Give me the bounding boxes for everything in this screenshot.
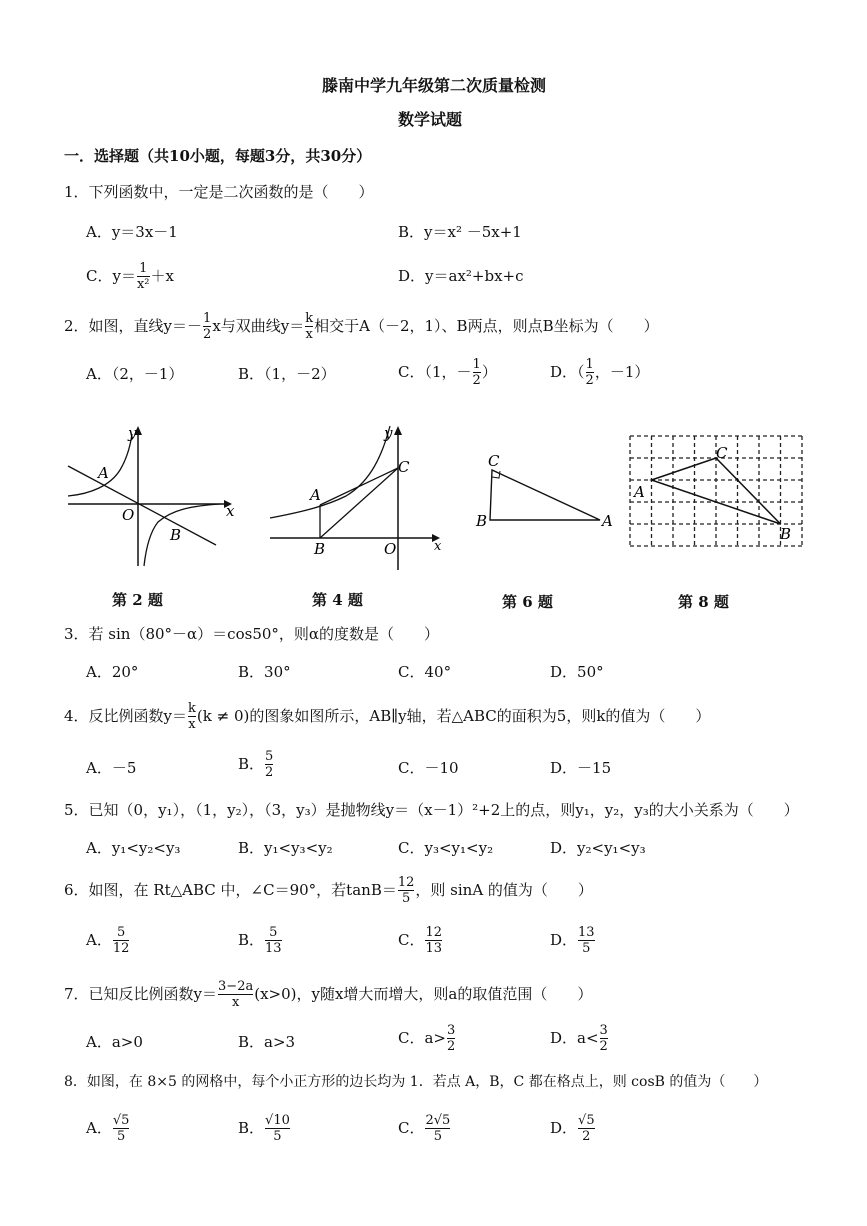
figure-6-caption: 第 6 题 [502,593,553,611]
q4-stem: 4．反比例函数y＝ $\frac{k}{x}$ (k ≠ 0)的图象如图所示，AB∥y轴，若△ABC的面积为5，则k的值为（ ） [64,701,711,732]
q8-option-a: A． $\frac{√5}{5}$ [86,1113,130,1144]
page-title: 滕南中学九年级第二次质量检测 [322,76,547,95]
q4-fraction-kx: $\frac{k}{x}$ [188,701,196,732]
q5-option-a: A．y₁<y₂<y₃ [86,839,181,857]
q8-b-fraction: $\frac{√10}{5}$ [265,1113,290,1144]
q2-stem: 2．如图，直线y＝－ $\frac{1}{2}$ x与双曲线y＝ $\frac{k}{x}$ 相交于A（－2，1）、B两点，则点B坐标为（ ） [64,311,659,342]
q6-option-d: D． $\frac{13}{5}$ [550,925,595,956]
q4-option-a: A．－5 [86,759,137,777]
q6-b-fraction: $\frac{5}{13}$ [265,925,282,956]
q6-stem: 6．如图，在 Rt△ABC 中，∠C＝90°，若tanB＝ $\frac{12}{5}$ ，则 sinA 的值为（ ） [64,875,593,906]
figure-4-caption: 第 4 题 [312,591,363,609]
q1-stem: 1．下列函数中，一定是二次函数的是（ ） [64,183,374,201]
figure-4 [262,420,448,575]
q7-option-c: C．a> $\frac{3}{2}$ [398,1023,456,1054]
q5-option-b: B．y₁<y₃<y₂ [238,839,333,857]
q4-option-c: C．－10 [398,759,459,777]
q8-d-fraction: $\frac{√5}{2}$ [578,1113,595,1144]
q6-option-c: C． $\frac{12}{13}$ [398,925,443,956]
figure-2-caption: 第 2 题 [112,591,163,609]
q8-c-fraction: $\frac{2√5}{5}$ [425,1113,451,1144]
fig4-segment-bc [320,468,398,538]
q2-d-fraction: $\frac{1}{2}$ [585,357,594,388]
q8-option-d: D． $\frac{√5}{2}$ [550,1113,595,1144]
q7-fraction: $\frac{3-2a}{x}$ [218,979,254,1010]
fig6-label-b: B [476,512,488,530]
fig2-label-o: O [122,506,135,524]
q3-option-a: A．20° [86,663,139,681]
q4-b-fraction: $\frac{5}{2}$ [265,749,274,780]
q3-option-c: C．40° [398,663,452,681]
q2-option-a: A．（2，－1） [86,365,184,383]
fig4-label-o: O [384,540,397,558]
q1-option-a: A．y＝3x－1 [86,223,178,241]
q1-option-d: D．y＝ax²+bx+c [398,267,524,285]
q7-option-d: D．a< $\frac{3}{2}$ [550,1023,608,1054]
fig4-segment-ac [320,468,398,505]
q2-c-fraction: $\frac{1}{2}$ [472,357,481,388]
q2-option-d: D．（ $\frac{1}{2}$ ，－1） [550,357,650,388]
fig6-triangle [490,470,600,520]
q3-option-d: D．50° [550,663,604,681]
figure-6 [470,450,620,540]
q2-option-b: B．（1，－2） [238,365,336,383]
q5-option-c: C．y₃<y₁<y₂ [398,839,494,857]
q8-option-b: B． $\frac{√10}{5}$ [238,1113,290,1144]
fig8-label-a: A [634,483,645,501]
q2-fraction-half: $\frac{1}{2}$ [203,311,212,342]
fig2-label-a: A [98,464,109,482]
fig2-line [68,466,216,545]
q7-option-a: A．a>0 [86,1033,143,1051]
figure-2 [60,420,240,575]
fig4-label-b: B [314,540,326,558]
fig4-label-y: y [384,424,393,442]
q8-a-fraction: $\frac{√5}{5}$ [112,1113,130,1144]
page-subtitle: 数学试题 [398,110,463,129]
q4-option-b: B． $\frac{5}{2}$ [238,749,274,780]
fig6-label-c: C [488,452,500,470]
q2-option-c: C．（1，－ $\frac{1}{2}$ ） [398,357,497,388]
q7-option-b: B．a>3 [238,1033,296,1051]
fig4-label-c: C [398,458,410,476]
q6-fraction-tanb: $\frac{12}{5}$ [397,875,415,906]
section-heading: 一．选择题（共10小题，每题3分，共30分） [64,147,372,165]
q3-option-b: B．30° [238,663,291,681]
q7-c-fraction: $\frac{3}{2}$ [447,1023,456,1054]
q7-d-fraction: $\frac{3}{2}$ [599,1023,608,1054]
q6-a-fraction: $\frac{5}{12}$ [112,925,130,956]
q1-c-fraction: $\frac{1}{\text{x²}}$ [136,261,150,292]
q1-option-c: C．y＝ $\frac{1}{\text{x²}}$ ＋x [86,261,174,292]
fig8-label-c: C [716,444,728,462]
fig2-label-y: y [128,424,137,442]
q8-option-c: C． $\frac{2√5}{5}$ [398,1113,451,1144]
q2-fraction-kx: $\frac{k}{x}$ [305,311,314,342]
q3-stem: 3．若 sin（80°－α）＝cos50°，则α的度数是（ ） [64,625,440,643]
q6-option-a: A． $\frac{5}{12}$ [86,925,130,956]
fig2-label-x: x [226,502,235,520]
fig4-hyperbola [270,426,390,518]
q6-option-b: B． $\frac{5}{13}$ [238,925,282,956]
figure-8-caption: 第 8 题 [678,593,729,611]
q5-option-d: D．y₂<y₁<y₃ [550,839,646,857]
fig4-label-a: A [310,486,321,504]
q6-d-fraction: $\frac{13}{5}$ [578,925,595,956]
q6-c-fraction: $\frac{12}{13}$ [425,925,443,956]
fig6-label-a: A [602,512,613,530]
q1-option-b: B．y＝x² －5x+1 [398,223,522,241]
q4-option-d: D．－15 [550,759,612,777]
fig4-label-x: x [434,539,442,554]
q5-stem: 5．已知（0，y₁），（1，y₂），（3，y₃）是抛物线y＝（x－1）²+2上的点，则y₁，y₂，y₃的大小关系为（ ） [64,801,799,819]
figure-8 [622,428,812,550]
fig8-label-b: B [780,525,792,543]
fig2-label-b: B [170,526,182,544]
q8-stem: 8．如图，在 8×5 的网格中，每个小正方形的边长均为 1．若点 A，B，C 都在格点上，则 cosB 的值为（ ） [64,1074,768,1090]
q7-stem: 7．已知反比例函数y＝ $\frac{3-2a}{x}$ (x>0)，y随x增大而增大，则a的取值范围（ ） [64,979,593,1010]
